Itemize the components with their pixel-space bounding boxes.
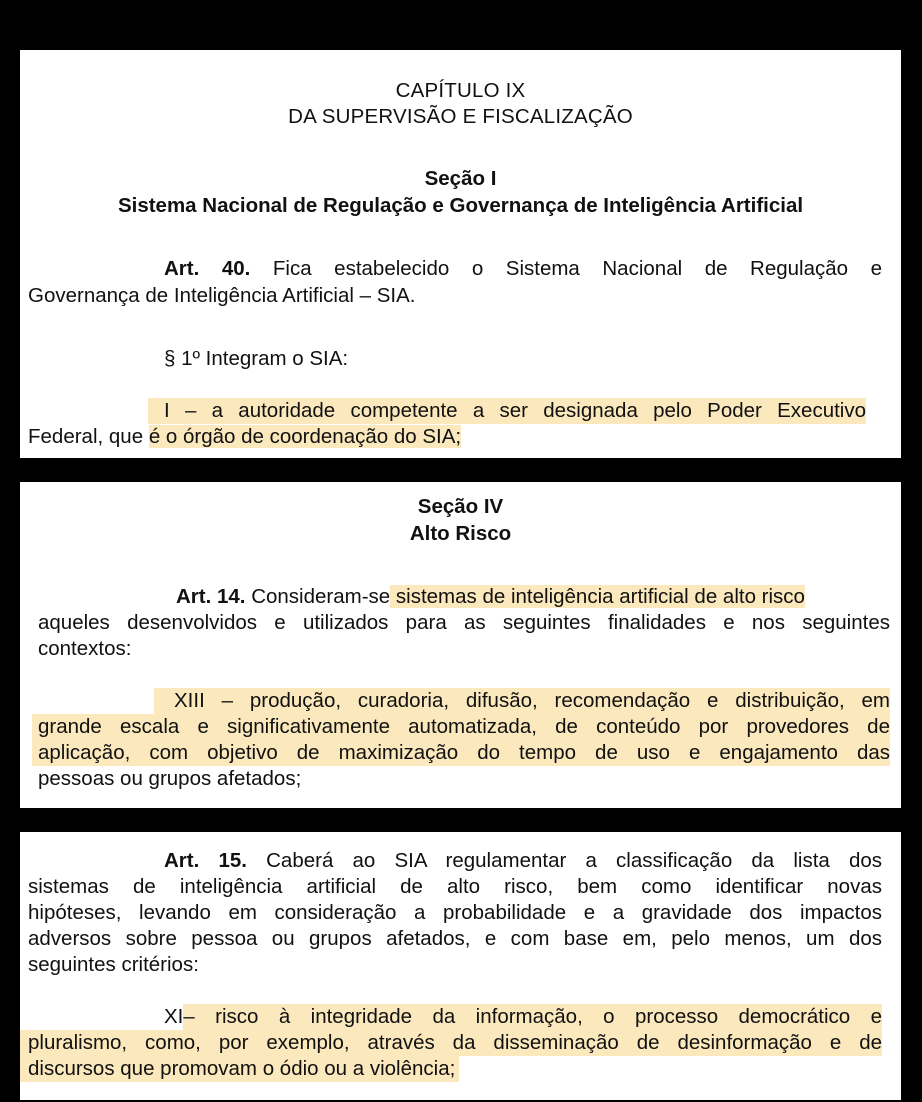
item-xiii-line-1: XIII – produção, curadoria, difusão, recomendação e distribuição, em — [154, 688, 890, 714]
item-i-line-2: Federal, que é o órgão de coordenação do SIA; — [28, 425, 462, 448]
document-excerpt-chapter-ix — [20, 50, 901, 458]
article-15-line-3: hipóteses, levando em consideração a probabilidade e a gravidade dos impactos — [28, 901, 882, 924]
article-40-line-2: Governança de Inteligência Artificial – SIA. — [28, 284, 416, 307]
document-excerpt-article-15 — [20, 832, 901, 1100]
article-15-line-1: Art. 15. Caberá ao SIA regulamentar a classificação da lista dos — [164, 849, 883, 872]
section-title: Sistema Nacional de Regulação e Governança de Inteligência Artificial — [117, 194, 804, 217]
item-xi-line-3: discursos que promovam o ódio ou a violência; — [20, 1056, 459, 1082]
paragraph-1: § 1º Integram o SIA: — [164, 347, 349, 370]
article-14-line-1: Art. 14. Consideram-se sistemas de inteligência artificial de alto risco — [176, 585, 805, 608]
article-15-line-4: adversos sobre pessoa ou grupos afetados, e com base em, pelo menos, um dos — [28, 927, 882, 950]
section-title: Alto Risco — [409, 522, 512, 545]
item-xiii-line-3: aplicação, com objetivo de maximização do tempo de uso e engajamento das — [32, 740, 890, 766]
article-14-line-2: aqueles desenvolvidos e utilizados para as seguintes finalidades e nos seguintes — [38, 611, 890, 634]
article-15-line-5: seguintes critérios: — [28, 953, 199, 976]
article-14-line-3: contextos: — [38, 637, 132, 660]
document-excerpt-section-iv — [20, 482, 901, 808]
chapter-title: DA SUPERVISÃO E FISCALIZAÇÃO — [288, 105, 633, 128]
chapter-heading: CAPÍTULO IX — [395, 79, 526, 102]
item-i-line-1: I – a autoridade competente a ser designada pelo Poder Executivo — [148, 398, 866, 424]
item-xiii-line-2: grande escala e significativamente automatizada, de conteúdo por provedores de — [32, 714, 890, 740]
section-heading: Seção IV — [417, 495, 504, 518]
item-xi-line-1: XI – risco à integridade da informação, o processo democrático e — [164, 1005, 882, 1028]
item-xiii-line-4: pessoas ou grupos afetados; — [38, 767, 302, 790]
article-40-line-1: Art. 40. Fica estabelecido o Sistema Nacional de Regulação e — [164, 257, 882, 280]
section-heading: Seção I — [424, 167, 497, 190]
article-15-line-2: sistemas de inteligência artificial de alto risco, bem como identificar novas — [28, 875, 882, 898]
item-xi-line-2: pluralismo, como, por exemplo, através da disseminação de desinformação e de — [20, 1030, 882, 1056]
